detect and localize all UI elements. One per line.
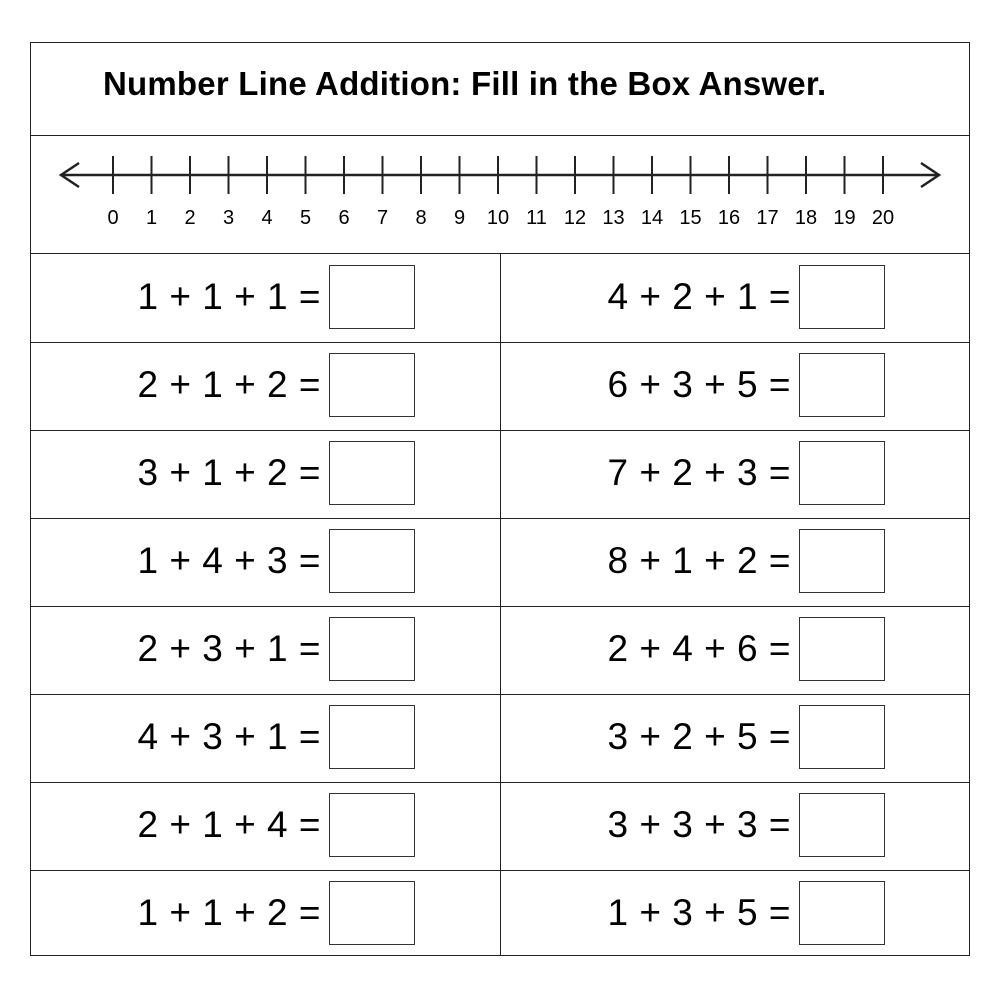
equation-text: 2 + 4 + 6 = xyxy=(607,628,791,669)
problem-right-3 xyxy=(501,430,971,518)
answer-box[interactable] xyxy=(799,441,885,505)
answer-box[interactable] xyxy=(799,793,885,857)
equation-text: 7 + 2 + 3 = xyxy=(607,452,791,493)
answer-box[interactable] xyxy=(799,265,885,329)
problem-right-6 xyxy=(501,694,971,782)
answer-box[interactable] xyxy=(329,353,415,417)
tick-label: 3 xyxy=(222,207,235,229)
equation-text: 3 + 1 + 2 = xyxy=(137,452,321,493)
problem-left-7 xyxy=(31,782,501,870)
problem-left-8 xyxy=(31,870,501,958)
answer-box[interactable] xyxy=(799,353,885,417)
answer-box[interactable] xyxy=(329,705,415,769)
answer-box[interactable] xyxy=(799,529,885,593)
answer-box[interactable] xyxy=(329,265,415,329)
tick-label: 2 xyxy=(184,207,196,229)
equation-text: 1 + 1 + 1 = xyxy=(137,276,321,317)
tick-label: 0 xyxy=(107,207,119,229)
problem-right-7 xyxy=(501,782,971,870)
problem-right-4 xyxy=(501,518,971,606)
answer-box[interactable] xyxy=(799,881,885,945)
problem-left-4 xyxy=(31,518,501,606)
equation-text: 4 + 3 + 1 = xyxy=(137,716,321,757)
tick-label: 12 xyxy=(563,207,587,229)
problem-left-3 xyxy=(31,430,501,518)
equation-text: 6 + 3 + 5 = xyxy=(607,364,791,405)
tick-label: 15 xyxy=(679,207,702,229)
worksheet xyxy=(30,42,970,956)
tick-label: 8 xyxy=(415,207,427,229)
answer-box[interactable] xyxy=(329,529,415,593)
tick-label: 7 xyxy=(376,207,389,229)
problem-left-6 xyxy=(31,694,501,782)
problem-grid xyxy=(31,254,969,955)
tick-label: 19 xyxy=(833,207,856,229)
tick-label: 11 xyxy=(526,207,547,229)
tick-label: 13 xyxy=(602,207,625,229)
number-line xyxy=(31,136,969,252)
title-row xyxy=(31,43,969,136)
equation-text: 2 + 3 + 1 = xyxy=(137,628,321,669)
problem-right-8 xyxy=(501,870,971,958)
equation-text: 2 + 1 + 2 = xyxy=(137,364,321,405)
answer-box[interactable] xyxy=(329,793,415,857)
equation-text: 1 + 3 + 5 = xyxy=(607,892,791,933)
answer-box[interactable] xyxy=(799,617,885,681)
tick-label: 9 xyxy=(453,207,466,229)
tick-label: 17 xyxy=(756,207,779,229)
tick-label: 1 xyxy=(145,207,158,229)
problem-right-5 xyxy=(501,606,971,694)
problem-left-2 xyxy=(31,342,501,430)
tick-label: 10 xyxy=(486,207,510,229)
equation-text: 3 + 2 + 5 = xyxy=(607,716,791,757)
tick-label: 18 xyxy=(794,207,818,229)
problem-left-5 xyxy=(31,606,501,694)
tick-label: 14 xyxy=(640,207,664,229)
answer-box[interactable] xyxy=(329,441,415,505)
tick-label: 4 xyxy=(261,207,273,229)
equation-text: 2 + 1 + 4 = xyxy=(137,804,321,845)
equation-text: 1 + 4 + 3 = xyxy=(137,540,321,581)
problem-left-1 xyxy=(31,254,501,342)
number-line-row xyxy=(31,136,969,254)
worksheet-title: Number Line Addition: Fill in the Box Answer. xyxy=(103,65,827,102)
tick-label: 16 xyxy=(717,207,741,229)
equation-text: 4 + 2 + 1 = xyxy=(607,276,791,317)
answer-box[interactable] xyxy=(329,617,415,681)
equation-text: 3 + 3 + 3 = xyxy=(607,804,791,845)
answer-box[interactable] xyxy=(799,705,885,769)
tick-label: 5 xyxy=(299,207,312,229)
problem-right-2 xyxy=(501,342,971,430)
answer-box[interactable] xyxy=(329,881,415,945)
problem-right-1 xyxy=(501,254,971,342)
tick-label: 6 xyxy=(338,207,350,229)
tick-label: 20 xyxy=(871,207,895,229)
equation-text: 8 + 1 + 2 = xyxy=(607,540,791,581)
equation-text: 1 + 1 + 2 = xyxy=(137,892,321,933)
